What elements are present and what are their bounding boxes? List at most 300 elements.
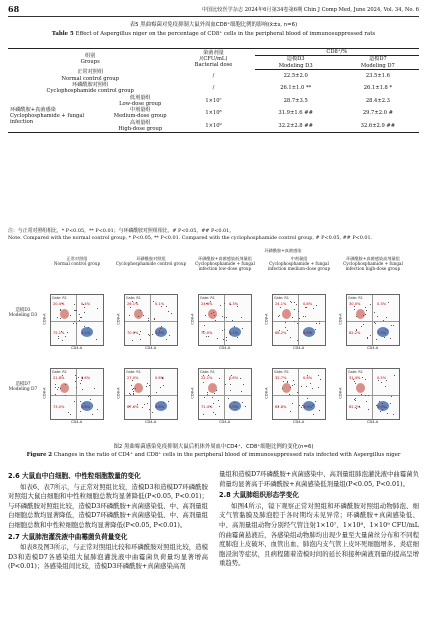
event-dot xyxy=(60,309,61,310)
event-dot xyxy=(75,375,76,376)
event-dot xyxy=(132,380,133,381)
event-dot xyxy=(354,309,355,310)
event-dot xyxy=(94,388,95,389)
event-dot xyxy=(355,383,356,384)
event-dot xyxy=(243,384,244,385)
gate-label: Gate: R1 xyxy=(126,370,141,374)
event-dot xyxy=(391,325,392,326)
event-dot xyxy=(207,392,208,393)
event-dot xyxy=(292,385,293,386)
event-dot xyxy=(97,409,98,410)
event-dot xyxy=(130,394,131,395)
table5-head-d7: 造模D7 Modeling D7 xyxy=(337,56,419,70)
page-number: 68 xyxy=(8,4,20,14)
event-dot xyxy=(390,338,391,339)
event-dot xyxy=(68,412,69,413)
table-row: 中剂量组 Medium-dose group 1×10⁸ 31.9±1.6 ## 29.7±2.0 # xyxy=(113,107,393,120)
event-dot xyxy=(385,386,386,387)
event-dot xyxy=(140,310,141,311)
table5-head-cd8: CD8⁺/% xyxy=(255,49,419,56)
event-dot xyxy=(217,338,218,339)
event-dot xyxy=(365,379,366,380)
figure2-label: Figure 2 xyxy=(26,452,53,458)
event-dot xyxy=(147,383,148,384)
event-dot xyxy=(225,384,226,385)
event-dot xyxy=(203,382,204,383)
flow-cytometry-plot xyxy=(190,294,252,350)
quadrant-percent: 31.4% xyxy=(349,376,361,380)
y-axis-label: CD8-A xyxy=(338,313,343,325)
event-dot xyxy=(381,382,382,383)
table5-title-en: Effect of Aspergillus niger on the percentage of CD8⁺ cells in the peripheral blood of immunosuppressed rats xyxy=(75,31,376,37)
event-dot xyxy=(149,385,150,386)
event-dot xyxy=(287,382,288,383)
event-dot xyxy=(393,325,394,326)
quadrant-percent: 4.1% xyxy=(81,331,91,335)
event-dot xyxy=(215,414,216,415)
event-dot xyxy=(166,306,167,307)
event-dot xyxy=(84,326,85,327)
cd8-cluster xyxy=(282,383,291,393)
journal-running-title: 中国比较医学杂志 2024年6月第34卷第6期 Chin J Comp Med, June 2024, Vol. 34, No. 6 xyxy=(201,7,419,13)
event-dot xyxy=(290,411,291,412)
event-dot xyxy=(96,339,97,340)
event-dot xyxy=(280,307,281,308)
event-dot xyxy=(312,405,313,406)
event-dot xyxy=(62,340,63,341)
event-dot xyxy=(158,335,159,336)
event-dot xyxy=(65,395,66,396)
event-dot xyxy=(361,394,362,395)
event-dot xyxy=(160,387,161,388)
quadrant-percent: 75.1% xyxy=(53,331,65,335)
event-dot xyxy=(319,323,320,324)
event-dot xyxy=(298,311,299,312)
event-dot xyxy=(237,337,238,338)
quadrant-percent: 68.2% xyxy=(275,331,287,335)
event-dot xyxy=(129,315,130,316)
event-dot xyxy=(133,394,134,395)
x-axis-label: CD4-A xyxy=(145,346,157,350)
event-dot xyxy=(376,339,377,340)
event-dot xyxy=(224,303,225,304)
event-dot xyxy=(148,320,149,321)
event-dot xyxy=(149,335,150,336)
event-dot xyxy=(76,310,77,311)
event-dot xyxy=(378,380,379,381)
table5-note-cn: 注：与正常对照组相比，* P<0.05，** P<0.01；与环磷酰胺对照组相比，# P<0.05，## P<0.01。 xyxy=(8,228,235,234)
quadrant-percent: 70.0% xyxy=(127,331,139,335)
gate-label: Gate: R1 xyxy=(200,370,215,374)
event-dot xyxy=(303,316,304,317)
table5-head-group: 组别 Groups xyxy=(8,49,172,70)
figure2-column-header: 中剂量组 Cyclophosphamide + fungal infection medium-dose group xyxy=(267,256,331,271)
x-axis-label: CD4-A xyxy=(367,420,379,424)
figure2-column-header: 正常对照组 Normal control group xyxy=(53,256,101,266)
flow-cytometry-plot xyxy=(338,368,400,424)
event-dot xyxy=(226,337,227,338)
event-dot xyxy=(241,317,242,318)
table5-head-dose: 染菌剂量 /(CFU/mL) Bacterial dose xyxy=(172,49,254,70)
event-dot xyxy=(386,407,387,408)
event-dot xyxy=(315,329,316,330)
event-dot xyxy=(374,322,375,323)
event-dot xyxy=(133,388,134,389)
quadrant-percent: 71.4% xyxy=(201,405,213,409)
event-dot xyxy=(312,388,313,389)
event-dot xyxy=(283,381,284,382)
y-axis-label: CD8-A xyxy=(264,387,269,399)
event-dot xyxy=(224,329,225,330)
event-dot xyxy=(306,386,307,387)
left-column xyxy=(8,470,208,572)
cd8-cluster xyxy=(282,309,291,319)
figure2-caption-en xyxy=(20,452,407,459)
event-dot xyxy=(207,394,208,395)
quadrant-percent: 3.8% xyxy=(155,331,165,335)
event-dot xyxy=(226,340,227,341)
event-dot xyxy=(214,393,215,394)
event-dot xyxy=(130,307,131,308)
table-row: 环磷酰胺对照组 Cyclophosphamide control group / 26.1±1.0 ** 26.1±1.8 * xyxy=(46,81,393,95)
event-dot xyxy=(135,388,136,389)
event-dot xyxy=(148,396,149,397)
event-dot xyxy=(133,393,134,394)
event-dot xyxy=(297,392,298,393)
event-dot xyxy=(80,383,81,384)
event-dot xyxy=(363,315,364,316)
y-axis-label: CD8-A xyxy=(190,387,195,399)
event-dot xyxy=(370,335,371,336)
gate-label: Gate: R1 xyxy=(348,370,363,374)
quadrant-percent: 4.6% xyxy=(81,405,91,409)
event-dot xyxy=(152,412,153,413)
event-dot xyxy=(230,384,231,385)
event-dot xyxy=(297,323,298,324)
quadrant-percent: 0.6% xyxy=(155,376,165,380)
event-dot xyxy=(390,403,391,404)
event-dot xyxy=(292,403,293,404)
event-dot xyxy=(355,400,356,401)
event-dot xyxy=(285,322,286,323)
event-dot xyxy=(377,316,378,317)
x-axis-label: CD4-A xyxy=(145,420,157,424)
event-dot xyxy=(363,324,364,325)
event-dot xyxy=(220,305,221,306)
event-dot xyxy=(75,381,76,382)
event-dot xyxy=(299,318,300,319)
quadrant-percent: 26.1% xyxy=(127,302,139,306)
event-dot xyxy=(79,314,80,315)
event-dot xyxy=(222,330,223,331)
event-dot xyxy=(147,403,148,404)
event-dot xyxy=(78,377,79,378)
event-dot xyxy=(315,401,316,402)
quadrant-percent: 24.1% xyxy=(275,302,287,306)
y-axis-label: CD8-A xyxy=(42,387,47,399)
y-axis-label: CD8-A xyxy=(264,313,269,325)
event-dot xyxy=(294,321,295,322)
figure2-column-header: 环磷酰胺对照组 Cyclophosphamide control group xyxy=(115,256,187,266)
event-dot xyxy=(131,385,132,386)
event-dot xyxy=(60,318,61,319)
event-dot xyxy=(383,320,384,321)
event-dot xyxy=(245,406,246,407)
event-dot xyxy=(305,316,306,317)
quadrant-percent: 0.6% xyxy=(303,376,313,380)
quadrant-percent: 22.1% xyxy=(201,376,213,380)
right-column xyxy=(219,470,419,569)
event-dot xyxy=(163,402,164,403)
y-axis-label: CD8-A xyxy=(190,313,195,325)
event-dot xyxy=(356,316,357,317)
event-dot xyxy=(282,388,283,389)
event-dot xyxy=(290,337,291,338)
event-dot xyxy=(74,401,75,402)
y-axis-label: CD8-A xyxy=(116,313,121,325)
event-dot xyxy=(279,315,280,316)
event-dot xyxy=(393,414,394,415)
event-dot xyxy=(214,315,215,316)
event-dot xyxy=(168,401,169,402)
event-dot xyxy=(58,336,59,337)
event-dot xyxy=(152,334,153,335)
infection-group-label: 环磷酰胺+真菌感染 Cyclophosphamide + fungal infection xyxy=(10,106,85,126)
event-dot xyxy=(354,306,355,307)
event-dot xyxy=(75,310,76,311)
event-dot xyxy=(242,402,243,403)
event-dot xyxy=(222,316,223,317)
event-dot xyxy=(203,414,204,415)
event-dot xyxy=(212,397,213,398)
event-dot xyxy=(206,336,207,337)
quadrant-percent: 6.9% xyxy=(303,331,313,335)
flow-cytometry-plot xyxy=(42,294,104,350)
event-dot xyxy=(67,332,68,333)
section-2-6-text: 如表6、表7所示，与正常对照组比较，造模D3和造模D7环磷酰胺对照组大鼠白细胞和中性粒细胞总数均显著降低(P<0.05, P<0.01)；与环磷酰胺对照组比较，造模D3环磷酰胺+真菌感染低、中、高剂量组白细胞总数均显著降低，造模D7环磷酰胺+真菌感染低、中、高剂量组白细胞总数和中性粒细胞总数均显著降低(P<0.05, P<0.01)。 xyxy=(8,482,208,529)
section-2-7-text: 如表8及图3所示，与正常对照组比较和环磷酰胺对照组比较，造模D3和造模D7各感染组大鼠肺泡灌洗液中曲霉菌负荷量均显著增高(P<0.01)；各感染组间比较，造模D3环磷酰胺+真菌感染高剂 xyxy=(8,543,208,571)
event-dot xyxy=(55,387,56,388)
event-dot xyxy=(58,387,59,388)
event-dot xyxy=(148,318,149,319)
gate-label: Gate: R1 xyxy=(200,296,215,300)
quadrant-percent: 24.6% xyxy=(201,302,213,306)
event-dot xyxy=(386,317,387,318)
event-dot xyxy=(169,335,170,336)
event-dot xyxy=(240,378,241,379)
gate-label: Gate: R1 xyxy=(52,296,67,300)
event-dot xyxy=(74,304,75,305)
event-dot xyxy=(299,405,300,406)
event-dot xyxy=(294,384,295,385)
event-dot xyxy=(73,323,74,324)
event-dot xyxy=(319,321,320,322)
figure2-column-header: 环磷酰胺+真菌感染高剂量组 Cyclophosphamide + fungal infection high-dose group xyxy=(343,256,403,271)
quadrant-percent: 67.6% xyxy=(127,405,139,409)
flow-cytometry-plot xyxy=(116,368,178,424)
event-dot xyxy=(387,330,388,331)
event-dot xyxy=(291,302,292,303)
event-dot xyxy=(285,327,286,328)
event-dot xyxy=(297,340,298,341)
y-axis-label: CD8-A xyxy=(42,313,47,325)
flow-cytometry-plot xyxy=(264,368,326,424)
flow-cytometry-plot xyxy=(338,294,400,350)
figure2-row-header: 造模D3 Modeling D3 xyxy=(8,308,38,319)
gate-label: Gate: R1 xyxy=(274,370,289,374)
event-dot xyxy=(301,407,302,408)
quadrant-percent: 73.0% xyxy=(53,405,65,409)
figure2-caption-cn: 图2 黑曲霉菌感染免疫抑制大鼠后机体外周血中CD4⁺、CD8⁺细胞比例的变化(n=6) xyxy=(113,444,314,450)
figure2-title-en: Changes in the ratio of CD4⁺ and CD8⁺ cells in the peripheral blood of immunosuppressed rats infected with Aspergillus niger xyxy=(53,452,401,458)
event-dot xyxy=(355,398,356,399)
event-dot xyxy=(388,302,389,303)
section-2-8-title: 2.8 大鼠肺组织形态学变化 xyxy=(219,491,299,500)
x-axis-label: CD4-A xyxy=(293,420,305,424)
event-dot xyxy=(365,314,366,315)
cd8-cluster xyxy=(356,309,365,319)
event-dot xyxy=(149,395,150,396)
event-dot xyxy=(370,304,371,305)
quadrant-percent: 32.7% xyxy=(275,376,287,380)
event-dot xyxy=(293,380,294,381)
event-dot xyxy=(307,398,308,399)
event-dot xyxy=(367,338,368,339)
figure2-row-header: 造模D7 Modeling D7 xyxy=(8,382,38,393)
flow-cytometry-plot xyxy=(42,368,104,424)
figure2-top-header: 环磷酰胺+真菌感染 xyxy=(264,248,302,253)
section-2-7-title: 2.7 大鼠肺泡灌洗液中曲霉菌负荷量变化 xyxy=(8,532,128,541)
figure2 xyxy=(8,248,419,458)
x-axis-label: CD4-A xyxy=(219,346,231,350)
event-dot xyxy=(215,320,216,321)
event-dot xyxy=(382,409,383,410)
table5-note-en: Note. Compared with the normal control group, * P<0.05, ** P<0.01. Compared with the cyclophosphamide control group, # P<0.05, ## P<0.01. xyxy=(8,235,373,241)
event-dot xyxy=(57,389,58,390)
event-dot xyxy=(205,315,206,316)
event-dot xyxy=(365,395,366,396)
event-dot xyxy=(379,401,380,402)
table-row: 正常对照组 Normal control group / 22.5±2.0 23.5±1.6 xyxy=(61,69,390,82)
table-row: 环磷酰胺+真菌感染 Cyclophosphamide + fungal infection 低剂量组 Low-dose group 1×10⁷ 28.7±3.5 28.4±2.3 xyxy=(10,94,390,126)
x-axis-label: CD4-A xyxy=(71,420,83,424)
event-dot xyxy=(82,389,83,390)
event-dot xyxy=(156,392,157,393)
quadrant-percent: 62.8% xyxy=(275,405,287,409)
event-dot xyxy=(374,312,375,313)
table5 xyxy=(8,48,419,133)
event-dot xyxy=(362,377,363,378)
event-dot xyxy=(161,326,162,327)
event-dot xyxy=(140,339,141,340)
event-dot xyxy=(219,378,220,379)
event-dot xyxy=(391,396,392,397)
event-dot xyxy=(55,394,56,395)
cd8-cluster xyxy=(208,309,217,319)
event-dot xyxy=(237,306,238,307)
event-dot xyxy=(367,337,368,338)
event-dot xyxy=(292,317,293,318)
event-dot xyxy=(168,311,169,312)
page-header xyxy=(8,4,419,17)
event-dot xyxy=(166,339,167,340)
event-dot xyxy=(171,313,172,314)
event-dot xyxy=(287,381,288,382)
table5-head-d3: 造模D3 Modeling D3 xyxy=(255,56,337,70)
quadrant-percent: 27.0% xyxy=(127,376,139,380)
event-dot xyxy=(211,313,212,314)
event-dot xyxy=(296,304,297,305)
quadrant-percent: 0.3% xyxy=(377,302,387,306)
event-dot xyxy=(65,336,66,337)
event-dot xyxy=(313,308,314,309)
quadrant-percent: 0.4% xyxy=(81,302,91,306)
event-dot xyxy=(223,339,224,340)
event-dot xyxy=(80,411,81,412)
event-dot xyxy=(76,387,77,388)
event-dot xyxy=(88,327,89,328)
quadrant-percent: 3.9% xyxy=(303,405,313,409)
event-dot xyxy=(81,380,82,381)
event-dot xyxy=(361,326,362,327)
event-dot xyxy=(97,308,98,309)
quadrant-percent: 0.6% xyxy=(81,376,91,380)
event-dot xyxy=(144,404,145,405)
event-dot xyxy=(204,325,205,326)
event-dot xyxy=(241,391,242,392)
event-dot xyxy=(319,410,320,411)
event-dot xyxy=(234,326,235,327)
event-dot xyxy=(138,316,139,317)
table5-caption-en xyxy=(8,31,419,38)
x-axis-label: CD4-A xyxy=(71,346,83,350)
y-axis-label: CD8-A xyxy=(338,387,343,399)
event-dot xyxy=(228,398,229,399)
section-2-6-title: 2.6 大鼠血中白细胞、中性粒细胞数量的变化 xyxy=(8,472,141,480)
event-dot xyxy=(316,323,317,324)
section-2-8-text: 如图4所示，镜下观察正常对照组和环磷酰胺对照组动物肺泡、细支气管黏膜及肺泡腔于各时期均未见异常；环磷酰胺+真菌感染低、中、高剂量组动物分别经气管注射1×10⁷、1×10⁸、1×10⁹ CFU/mL的曲霉菌悬液后，各感染组动物肺均出现少量至大量菌丝分布和不同程度肺泡上皮破坏、血管出血、肺泡内支气管上皮坏死细胞增多、炎症细胞浸润等症状，且病程随着造模时间的延长和接种菌液剂量的提高呈增重趋势。 xyxy=(219,501,419,568)
event-dot xyxy=(76,378,77,379)
event-dot xyxy=(294,302,295,303)
event-dot xyxy=(384,337,385,338)
quadrant-percent: 7.5% xyxy=(377,331,387,335)
quadrant-percent: 20.4% xyxy=(53,302,65,306)
event-dot xyxy=(320,379,321,380)
cd8-cluster xyxy=(356,383,365,393)
flow-cytometry-plot xyxy=(190,368,252,424)
event-dot xyxy=(219,406,220,407)
quadrant-percent: 62.2% xyxy=(349,405,361,409)
event-dot xyxy=(140,331,141,332)
event-dot xyxy=(160,328,161,329)
event-dot xyxy=(213,403,214,404)
table5-label: Table 5 xyxy=(51,31,74,37)
event-dot xyxy=(289,394,290,395)
quadrant-percent: 4.8% xyxy=(155,405,165,409)
event-dot xyxy=(318,387,319,388)
flow-cytometry-plot xyxy=(116,294,178,350)
event-dot xyxy=(60,310,61,311)
event-dot xyxy=(242,328,243,329)
event-dot xyxy=(80,401,81,402)
cd8-cluster xyxy=(60,309,69,319)
event-dot xyxy=(366,401,367,402)
event-dot xyxy=(150,396,151,397)
event-dot xyxy=(218,400,219,401)
event-dot xyxy=(316,305,317,306)
event-dot xyxy=(318,375,319,376)
event-dot xyxy=(386,380,387,381)
